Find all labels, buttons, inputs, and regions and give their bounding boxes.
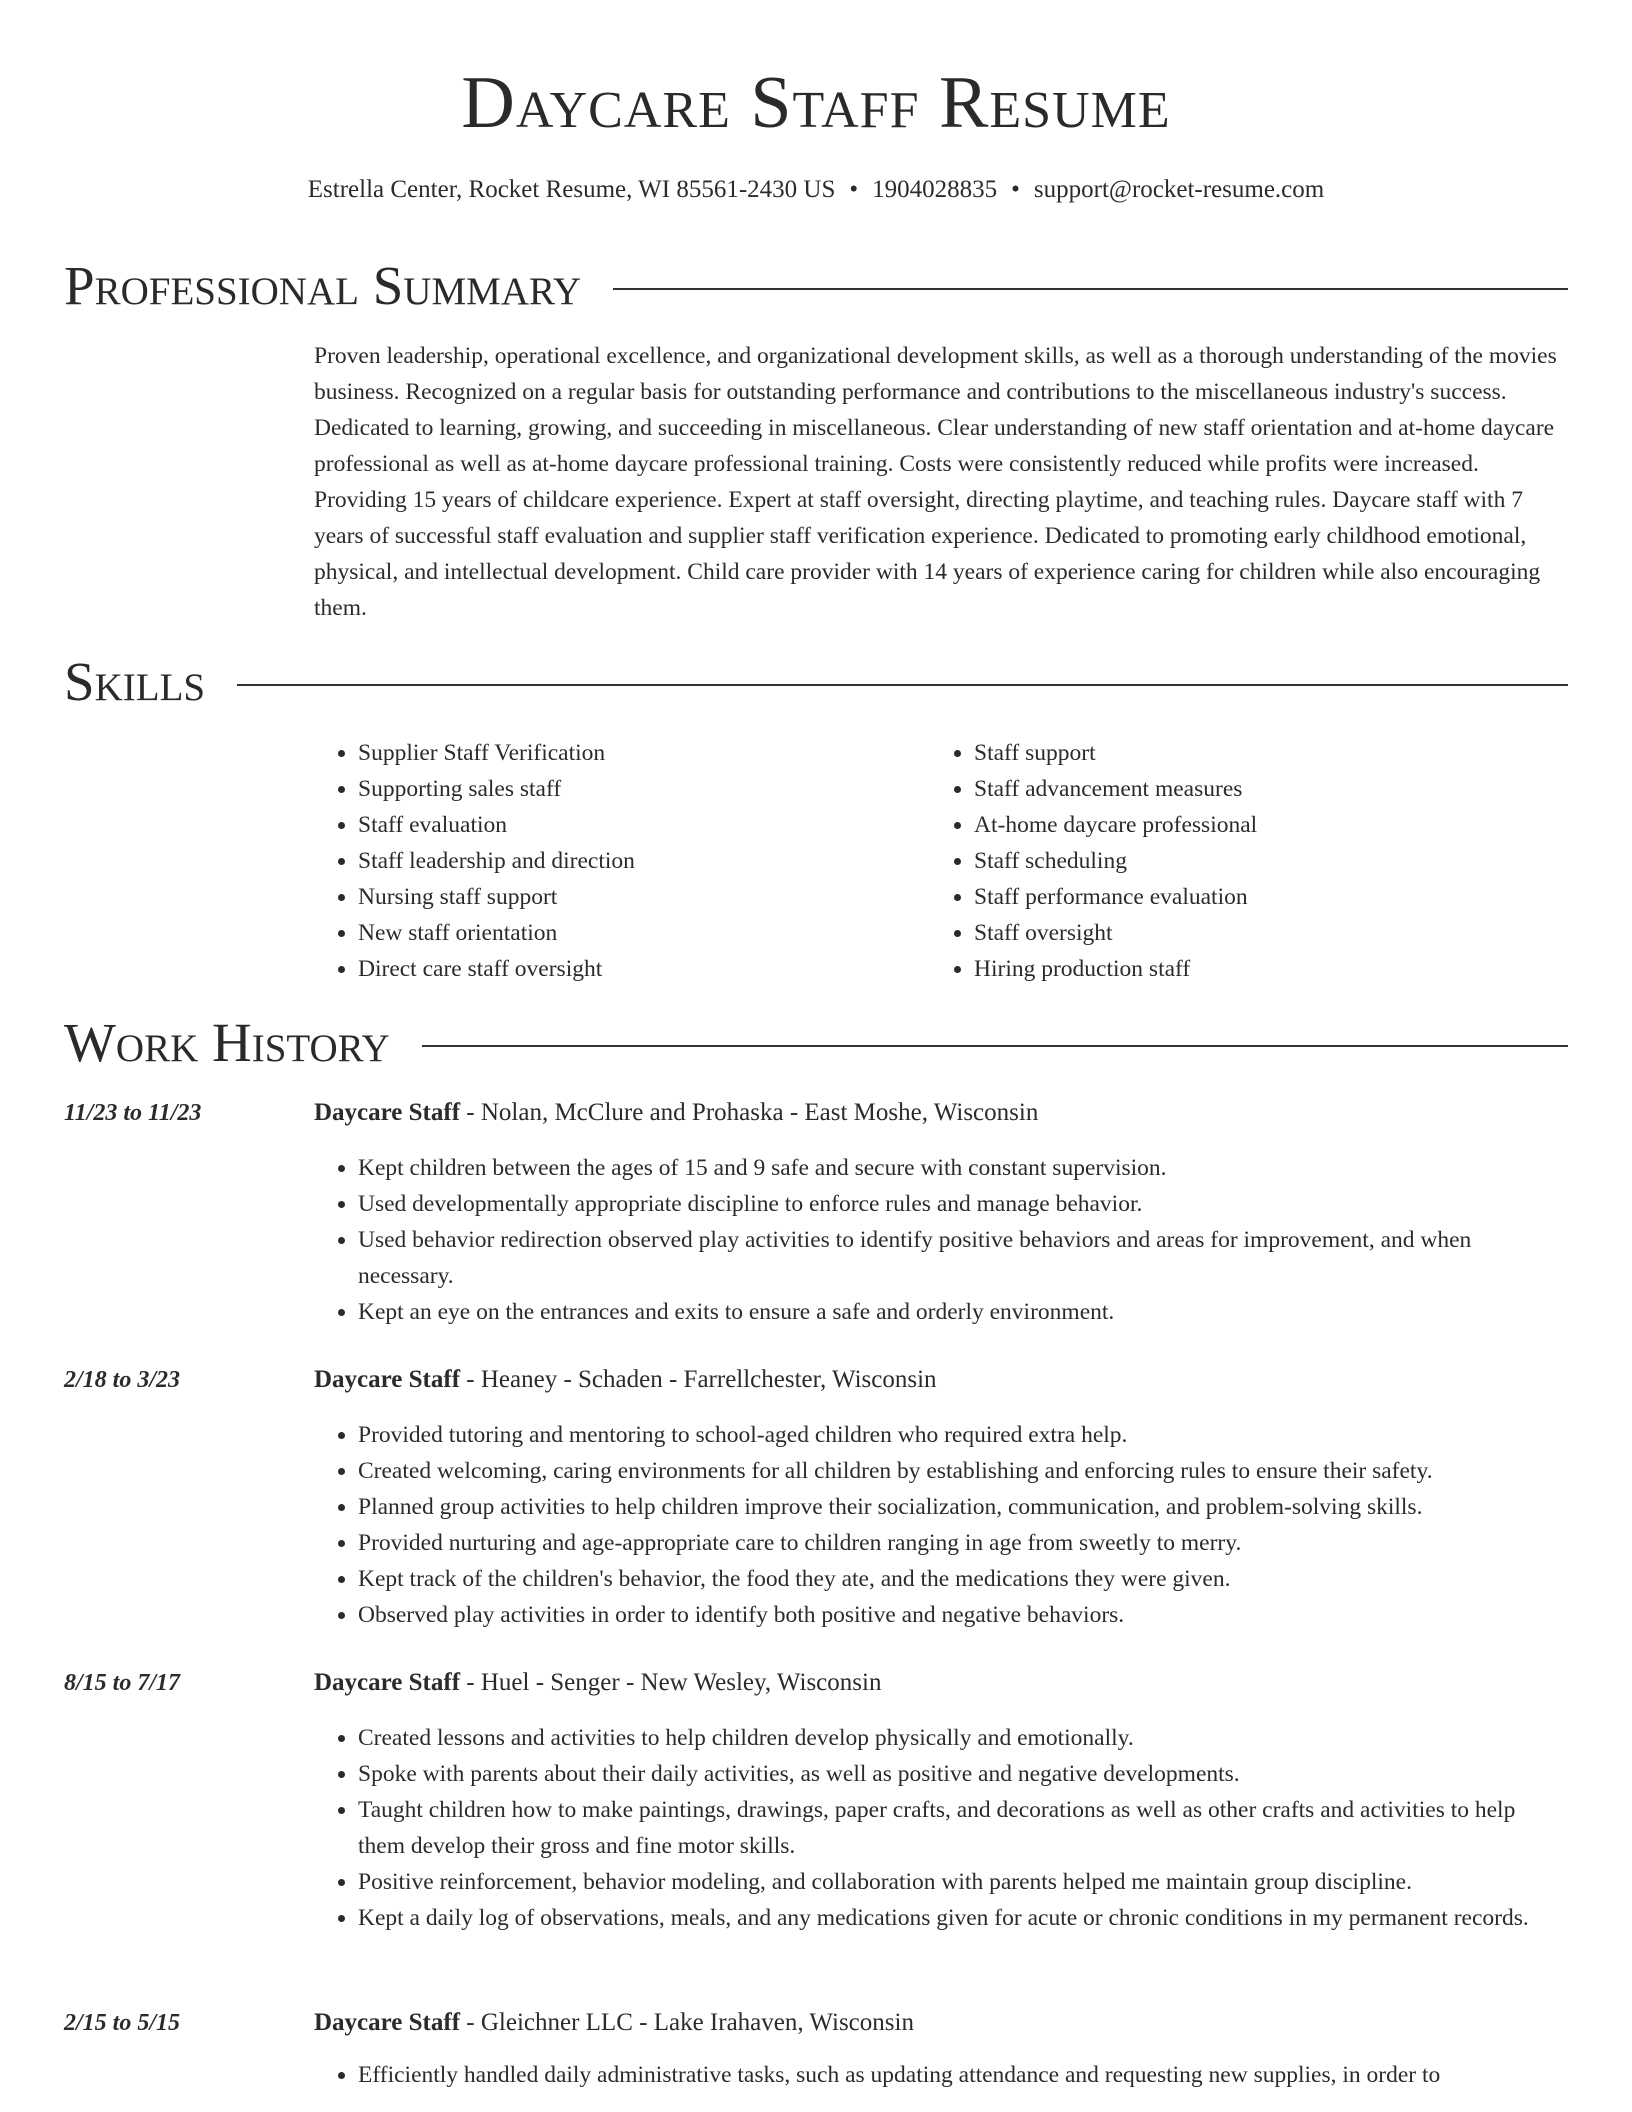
job-bullets [314, 1417, 1568, 1633]
skill-item: • Supplier Staff Verification [358, 735, 930, 771]
skills-section-header [64, 650, 1568, 714]
job-bullet: • Provided tutoring and mentoring to school-aged children who required extra help. [358, 1417, 1568, 1453]
section-divider [237, 684, 1568, 686]
skill-item: • Staff leadership and direction [358, 843, 930, 879]
job-heading [314, 1665, 881, 1701]
job-bullet: • Spoke with parents about their daily activities, as well as positive and negative developments. [358, 1756, 1568, 1792]
job-bullet: • Observed play activities in order to identify both positive and negative behaviors. [358, 1597, 1568, 1633]
job-employer: - Gleichner LLC - Lake Irahaven, Wisconsin [460, 2009, 914, 2036]
section-divider [613, 288, 1568, 290]
skill-item: • Direct care staff oversight [358, 951, 930, 987]
job-title: Daycare Staff [314, 1099, 461, 1126]
job-heading [314, 1362, 937, 1398]
address: Estrella Center, Rocket Resume, WI 85561-2430 US [307, 176, 836, 203]
job-bullet: • Efficiently handled daily administrative tasks, such as updating attendance and requesting new supplies, in order to [358, 2057, 1568, 2093]
job-bullet: • Kept an eye on the entrances and exits to ensure a safe and orderly environment. [358, 1294, 1568, 1330]
job-heading [314, 1095, 1038, 1131]
summary-section-header [64, 254, 1568, 318]
job-bullet: • Positive reinforcement, behavior modeling, and collaboration with parents helped me maintain group discipline. [358, 1864, 1568, 1900]
separator: • [1011, 176, 1020, 203]
phone: 1904028835 [872, 176, 998, 203]
job-bullets [314, 2057, 1568, 2093]
job-bullet: • Taught children how to make paintings, drawings, paper crafts, and decorations as well as other crafts and activities to help them develop their gross and fine motor skills. [358, 1792, 1568, 1864]
job-bullets [314, 1720, 1568, 1936]
job-dates: 2/15 to 5/15 [64, 2010, 181, 2036]
separator: • [849, 176, 859, 203]
skill-item: • Staff advancement measures [974, 771, 1546, 807]
summary-paragraph: Proven leadership, operational excellence, and organizational development skills, as well as a thorough understanding of the movies business. Recognized on a regular basis for outstanding performance and contributions to the miscellaneous industry's success. Dedicated to learning, growing, and succeeding in miscellaneous. Clear understanding of new staff orientation and at-home daycare professional as well as at-home daycare professional training. Costs were consistently reduced while profits were increased. Providing 15 years of childcare experience. Expert at staff oversight, directing playtime, and teaching rules. Daycare staff with 7 years of successful staff evaluation and supplier staff verification experience. Dedicated to promoting early childhood emotional, physical, and intellectual development. Child care provider with 14 years of experience caring for children while also encouraging them. [314, 343, 1557, 621]
skills-column-left [314, 735, 930, 987]
contact-line [0, 174, 1632, 206]
job-heading [314, 2005, 914, 2041]
job-employer: - Heaney - Schaden - Farrellchester, Wisconsin [460, 1366, 937, 1393]
skill-item: • Nursing staff support [358, 879, 930, 915]
skill-item: • Supporting sales staff [358, 771, 930, 807]
job-employer: - Nolan, McClure and Prohaska - East Moshe, Wisconsin [460, 1099, 1039, 1126]
section-title: Professional Summary [64, 255, 582, 316]
email: support@rocket-resume.com [1033, 176, 1325, 203]
skill-item: • Staff performance evaluation [974, 879, 1546, 915]
job-bullets [314, 1150, 1568, 1330]
job-dates: 11/23 to 11/23 [64, 1100, 202, 1126]
skill-item: • Staff scheduling [974, 843, 1546, 879]
skills-column-right [930, 735, 1546, 987]
skill-item: • Staff oversight [974, 915, 1546, 951]
job-bullet: • Used developmentally appropriate discipline to enforce rules and manage behavior. [358, 1186, 1568, 1222]
job-dates: 2/18 to 3/23 [64, 1367, 181, 1393]
work-section-header [64, 1011, 1568, 1075]
job-dates: 8/15 to 7/17 [64, 1670, 181, 1696]
skill-item: • New staff orientation [358, 915, 930, 951]
skill-item: • Staff evaluation [358, 807, 930, 843]
section-title: Skills [64, 651, 206, 712]
section-title: Work History [64, 1012, 390, 1073]
job-bullet: • Kept a daily log of observations, meals, and any medications given for acute or chronic conditions in my permanent records. [358, 1900, 1568, 1936]
skill-item: • Hiring production staff [974, 951, 1546, 987]
job-bullet: • Used behavior redirection observed play activities to identify positive behaviors and areas for improvement, and when necessary. [358, 1222, 1568, 1294]
job-title: Daycare Staff [314, 1366, 461, 1393]
job-title: Daycare Staff [314, 2009, 461, 2036]
skills-list [314, 735, 1568, 987]
skill-item: • At-home daycare professional [974, 807, 1546, 843]
skill-item: • Staff support [974, 735, 1546, 771]
job-bullet: • Kept children between the ages of 15 and 9 safe and secure with constant supervision. [358, 1150, 1568, 1186]
section-divider [422, 1045, 1568, 1047]
job-bullet: • Kept track of the children's behavior, the food they ate, and the medications they were given. [358, 1561, 1568, 1597]
job-employer: - Huel - Senger - New Wesley, Wisconsin [460, 1669, 882, 1696]
job-bullet: • Created lessons and activities to help children develop physically and emotionally. [358, 1720, 1568, 1756]
job-bullet: • Planned group activities to help children improve their socialization, communication, and problem-solving skills. [358, 1489, 1568, 1525]
job-bullet: • Provided nurturing and age-appropriate care to children ranging in age from sweetly to merry. [358, 1525, 1568, 1561]
resume-title: Daycare Staff Resume [461, 62, 1171, 144]
job-bullet: • Created welcoming, caring environments for all children by establishing and enforcing rules to ensure their safety. [358, 1453, 1568, 1489]
job-title: Daycare Staff [314, 1669, 461, 1696]
